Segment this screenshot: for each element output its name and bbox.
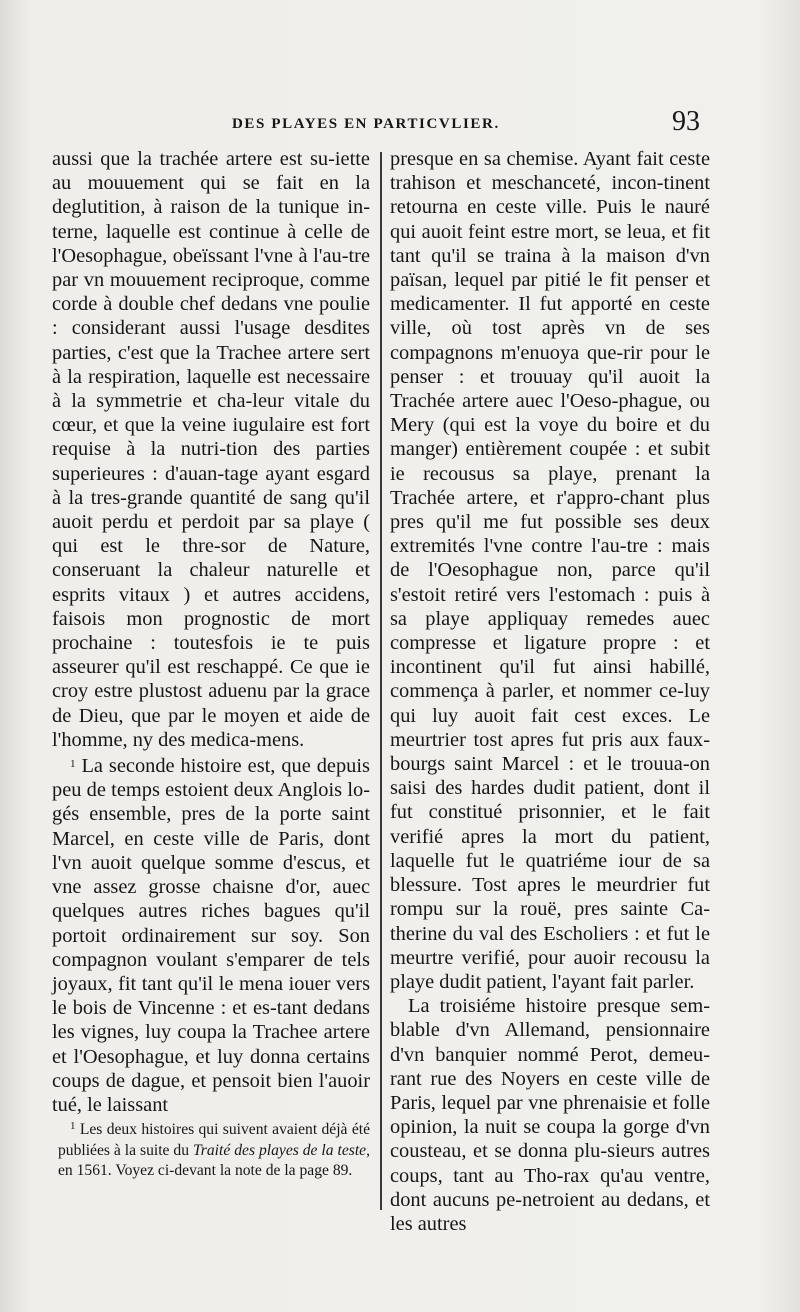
footnote-reference: 1 <box>70 758 76 771</box>
running-title: DES PLAYES EN PARTICVLIER. <box>232 116 500 132</box>
page-header <box>0 106 800 152</box>
right-paragraph-continued: presque en sa chemise. Ayant fait ceste trahison et meschanceté, incon-tinent retourna en ceste ville. Puis le nauré qui auoit feint estre mort, se leua, et fit tant qu'il se traina à la maison d'vn païsan, lequel par pitié le fit penser et medicamenter. Il fut apporté en ceste ville, où tost après vn de ses compagnons m'enuoya que-rir pour le penser : et trouuay qu'il auoit la Trachée artere auec l'Oeso-phague, ou Mery (qui est la voye du boire et du manger) entièrement coupée : et subit ie recousus sa playe, prenant la Trachée artere, et r'appro-chant plus pres qu'il me fut possible ses deux extremités l'vne contre l'au-tre : mais de l'Oesophague non, parce qu'il s'estoit retiré vers l'estomach : puis à sa playe appliquay remedes auec compresse et ligature propre : et incontinent qu'il fut ainsi habillé, commença à parler, et nommer ce-luy qui luy auoit fait cest exces. Le meurtrier tost apres fut pris aux faux-bourgs saint Marcel : et le trouua-on saisi des hardes dudit patient, dont il fut constitué prisonnier, et le fait verifié apres la mort du patient, laquelle fut le quatriéme iour de sa blessure. Tost apres le meurdrier fut rompu sur la rouë, pres sainte Ca-therine du val des Escholiers : et fut le meurtre verifié, pour auoir recousu la playe dudit patient, l'ayant fait parler. <box>390 148 710 993</box>
footnote-text-after: , en 1561. Voyez ci-devant la note de la page 89. <box>58 1141 371 1179</box>
left-column <box>52 147 370 1117</box>
left-paragraph-continued: aussi que la trachée artere est su-iette au mouuement qui se fait en la deglutition, à raison de la tunique in-terne, laquelle est continue à celle de l'Oesophague, obeïssant l'vne à l'au-tre par vn mouuement reciproque, comme corde à double chef dedans vne poulie : considerant aussi l'usage desdites parties, c'est que la Trachee artere sert à la respiration, laquelle est necessaire à la symmetrie et cha-leur vitale du cœur, et que la veine iugulaire est fort requise à la nutri-tion des parties superieures : d'auan-tage ayant esgard à la tres-grande quantité de sang qu'il auoit perdu et perdoit par sa playe ( qui est le thre-sor de Nature, conseruant la chaleur naturelle et esprits vitaux ) et autres accidens, faisois mon prognostic de mort prochaine : toutesfois ie te puis asseurer qu'il est reschappé. Ce que ie croy estre plustost aduenu par la grace de Dieu, que par le moyen et aide de l'homme, ny des medica-mens. <box>52 148 370 751</box>
left-paragraph-second-history <box>52 752 370 1117</box>
second-history-text: La seconde histoire est, que depuis peu de temps estoient deux Anglois lo-gés ensemble, pres de la porte saint Marcel, en ceste ville de Paris, dont l'vn auoit quelque somme d'escus, et vne assez grosse chaisne d'or, auec quelques autres riches bagues qu'il portoit ordinairement sur soy. Son compagnon voulant s'emparer de tels joyaux, fit tant qu'il le mena iouer vers le bois de Vincenne : et es-tant dedans les vignes, luy coupa la Trachee artere et l'Oesophague, et luy donna certains coups de dague, et pensoit bien l'auoir tué, le laissant <box>52 755 370 1116</box>
footnote <box>58 1116 370 1182</box>
column-divider <box>380 152 382 1210</box>
right-paragraph-third-history: La troisiéme histoire presque sem-blable d'vn Allemand, pensionnaire d'vn banquier nommé Perot, demeu-rant rue des Noyers en ceste ville de Paris, lequel par vne phrenaisie et folle opinion, la nuit se coupa la gorge d'vn cousteau, et se donna plu-sieurs autres coups, tant au Tho-rax qu'au ventre, dont aucuns pe-netroient au dedans, et les autres <box>390 995 710 1235</box>
footnote-marker: 1 <box>70 1120 76 1132</box>
right-column <box>390 147 710 1236</box>
page-number: 93 <box>672 106 700 137</box>
footnote-title-italic: Traité des playes de la teste <box>193 1141 367 1159</box>
footnote-text-before: Les deux histoires qui suivent avaient déjà été publiées à la suite du <box>58 1121 370 1159</box>
